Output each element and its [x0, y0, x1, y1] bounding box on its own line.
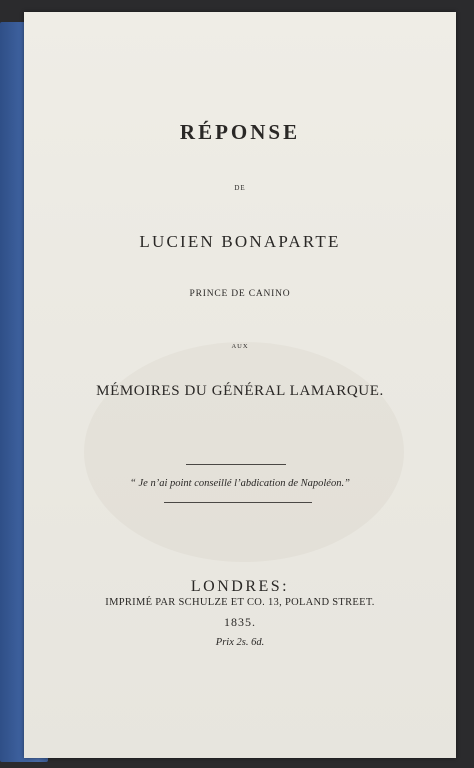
epigraph-rule-top	[186, 464, 286, 465]
author-name: LUCIEN BONAPARTE	[139, 232, 341, 251]
epigraph-quote: “ Je n’ai point conseillé l’abdication de Napoléon.”	[130, 478, 350, 489]
price-label: Prix 2s. 6d.	[215, 637, 265, 648]
preposition-aux: AUX	[231, 343, 249, 350]
subject-line: MÉMOIRES DU GÉNÉRAL LAMARQUE.	[96, 383, 384, 399]
preposition-de: DE	[234, 184, 246, 192]
epigraph-rule-bottom	[164, 502, 312, 503]
imprint-city: LONDRES:	[190, 578, 290, 595]
page-title: RÉPONSE	[179, 120, 301, 144]
bleed-through-shadow	[84, 342, 404, 562]
title-page	[24, 12, 456, 758]
imprint-printer: IMPRIMÉ PAR SCHULZE ET CO. 13, POLAND STREET.	[105, 597, 375, 608]
author-title: PRINCE DE CANINO	[189, 289, 291, 299]
imprint-year: 1835.	[224, 615, 256, 629]
